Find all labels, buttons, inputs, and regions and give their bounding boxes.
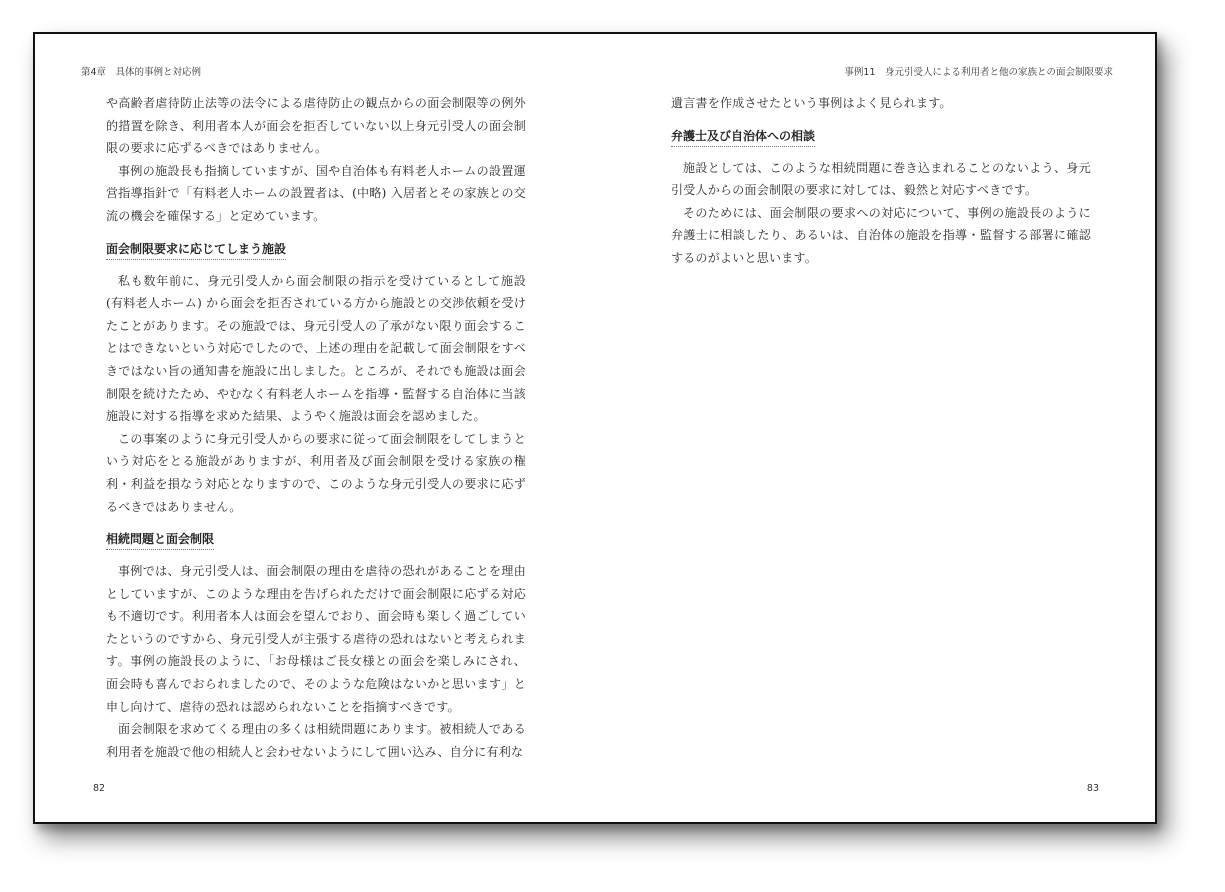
right-page-body bbox=[671, 92, 1091, 270]
page-number-right: 83 bbox=[1086, 783, 1099, 794]
paragraph: 遺言書を作成させたという事例はよく見られます。 bbox=[671, 96, 952, 110]
section-heading: 相続問題と面会制限 bbox=[106, 530, 214, 550]
paragraph: この事案のように身元引受人からの要求に従って面会制限をしてしまうという対応をとる施設がありますが、利用者及び面会制限を受ける家族の権利・利益を損なう対応となりますので、このような身元引受人の要求に応ずるべきではありません。 bbox=[106, 431, 526, 514]
section-heading: 弁護士及び自治体への相談 bbox=[671, 127, 815, 147]
paragraph: そのためには、面会制限の要求への対応について、事例の施設長のように弁護士に相談したり、あるいは、自治体の施設を指導・監督する部署に確認するのがよいと思います。 bbox=[671, 205, 1091, 265]
paragraph: や高齢者虐待防止法等の法令による虐待防止の観点からの面会制限等の例外的措置を除き、利用者本人が面会を拒否していない以上身元引受人の面会制限の要求に応ずるべきではありません。 bbox=[106, 96, 526, 156]
book-spread bbox=[33, 32, 1157, 824]
paragraph: 事例の施設長も指摘していますが、国や自治体も有料老人ホームの設置運営指導指針で「有料老人ホームの設置者は、(中略) 入居者とその家族との交流の機会を確保する」と定めています。 bbox=[106, 163, 526, 223]
paragraph: 施設としては、このような相続問題に巻き込まれることのないよう、身元引受人からの面会制限の要求に対しては、毅然と対応すべきです。 bbox=[671, 160, 1091, 198]
paragraph: 私も数年前に、身元引受人から面会制限の指示を受けているとして施設(有料老人ホーム) から面会を拒否されている方から施設との交渉依頼を受けたことがあります。その施設では、身元引受人の了承がない限り面会することはできないという対応でしたので、上述の理由を記載して面会制限をすべきではない旨の通知書を施設に出しました。ところが、それでも施設は面会制限を続けたため、やむなく有料老人ホームを指導・監督する自治体に当該施設に対する指導を求めた結果、ようやく施設は面会を認めました。 bbox=[106, 273, 526, 424]
paragraph: 面会制限を求めてくる理由の多くは相続問題にあります。被相続人である利用者を施設で他の相続人と会わせないようにして囲い込み、自分に有利な bbox=[106, 722, 526, 759]
page-number-left: 82 bbox=[93, 783, 106, 794]
running-head-right: 事例11 身元引受人による利用者と他の家族との面会制限要求 bbox=[844, 67, 1113, 78]
running-head-left: 第4章 具体的事例と対応例 bbox=[81, 67, 202, 78]
section-heading: 面会制限要求に応じてしまう施設 bbox=[106, 240, 286, 260]
left-page-body bbox=[106, 92, 526, 763]
paragraph: 事例では、身元引受人は、面会制限の理由を虐待の恐れがあることを理由としていますが、このような理由を告げられただけで面会制限に応ずる対応も不適切です。利用者本人は面会を望んでおり、面会時も楽しく過ごしていたというのですから、身元引受人が主張する虐待の恐れはないと考えられます。事例の施設長のように、「お母様はご長女様との面会を楽しみにされ、面会時も喜んでおられましたので、そのような危険はないかと思います」と申し向けて、虐待の恐れは認められないことを指摘すべきです。 bbox=[106, 564, 526, 714]
right-page bbox=[597, 34, 1159, 822]
left-page bbox=[35, 34, 597, 822]
